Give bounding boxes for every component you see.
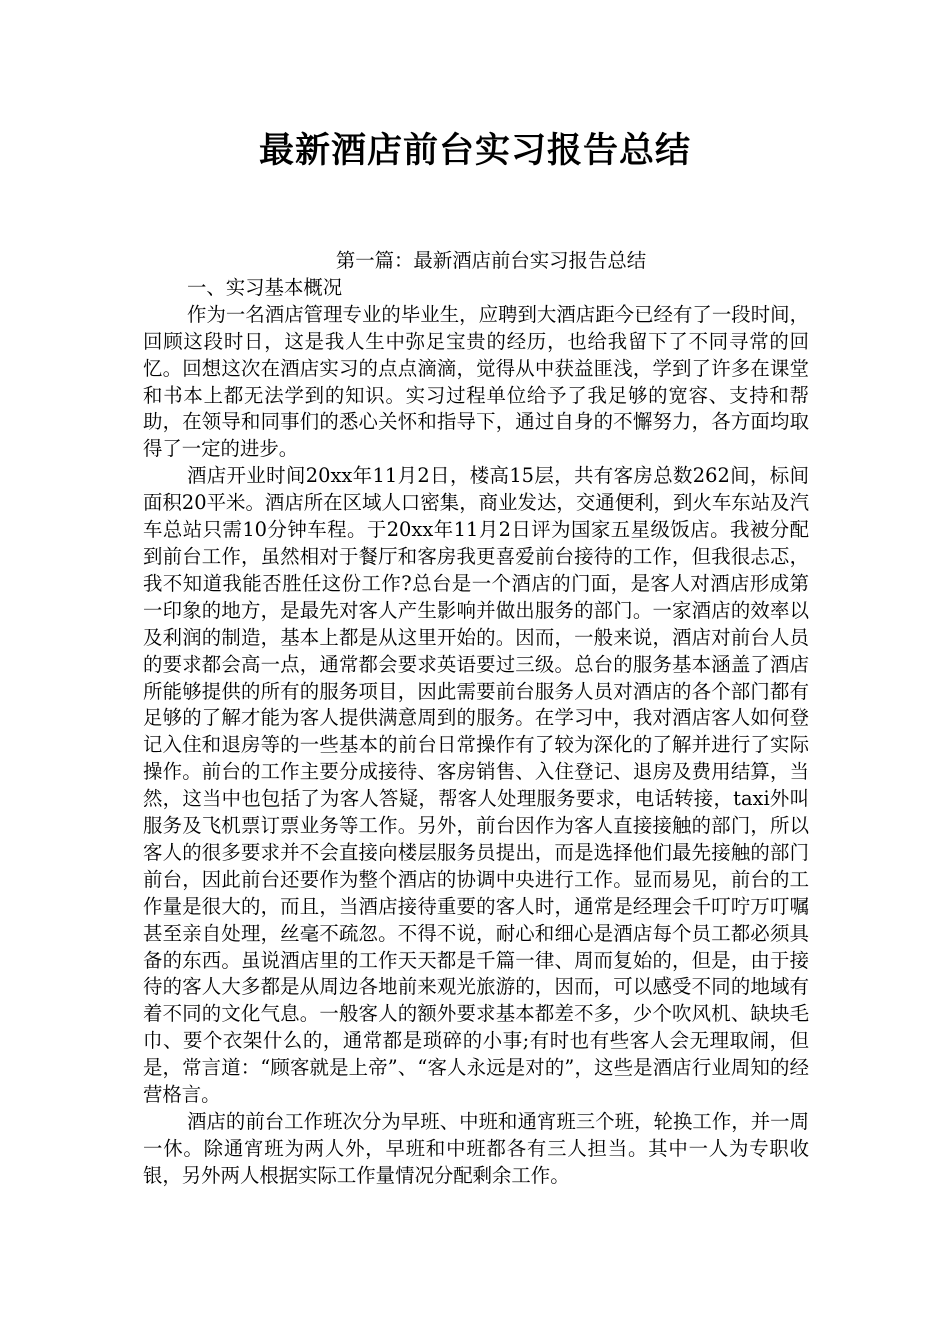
section-heading: 一、实习基本概况 xyxy=(187,275,343,299)
document-subtitle: 第一篇：最新酒店前台实习报告总结 xyxy=(335,249,647,272)
document-body xyxy=(143,248,809,1190)
body-paragraph-1: 作为一名酒店管理专业的毕业生，应聘到大酒店距今已经有了一段时间，回顾这段时日，这是我人生中弥足宝贵的经历，也给我留下了不同寻常的回忆。回想这次在酒店实习的点点滴滴，觉得从中获益匪浅，学到了许多在课堂和书本上都无法学到的知识。实习过程单位给予了我足够的宽容、支持和帮助，在领导和同事们的悉心关怀和指导下，通过自身的不懈努力，各方面均取得了一定的进步。 xyxy=(143,302,809,461)
body-paragraph-2: 酒店开业时间20xx年11月2日，楼高15层，共有客房总数262间，标间面积20平米。酒店所在区域人口密集，商业发达，交通便利，到火车东站及汽车总站只需10分钟车程。于20xx年11月2日评为国家五星级饭店。我被分配到前台工作，虽然相对于餐厅和客房我更喜爱前台接待的工作，但我很忐忑，我不知道我能否胜任这份工作?总台是一个酒店的门面，是客人对酒店形成第一印象的地方，是最先对客人产生影响并做出服务的部门。一家酒店的效率以及利润的制造，基本上都是从这里开始的。因而，一般来说，酒店对前台人员的要求都会高一点，通常都会要求英语要过三级。总台的服务基本涵盖了酒店所能够提供的所有的服务项目，因此需要前台服务人员对酒店的各个部门都有足够的了解才能为客人提供满意周到的服务。在学习中，我对酒店客人如何登记入住和退房等的一些基本的前台日常操作有了较为深化的了解并进行了实际操作。前台的工作主要分成接待、客房销售、入住登记、退房及费用结算，当然，这当中也包括了为客人答疑，帮客人处理服务要求，电话转接，taxi外叫服务及飞机票订票业务等工作。另外，前台因作为客人直接接触的部门，所以客人的很多要求并不会直接向楼层服务员提出，而是选择他们最先接触的部门前台，因此前台还要作为整个酒店的协调中央进行工作。显而易见，前台的工作量是很大的，而且，当酒店接待重要的客人时，通常是经理会千叮咛万叮嘱甚至亲自处理，丝毫不疏忽。不得不说，耐心和细心是酒店每个员工都必须具备的东西。虽说酒店里的工作天天都是千篇一律、周而复始的，但是，由于接待的客人大多都是从周边各地前来观光旅游的，因而，可以感受不同的地域有着不同的文化气息。一般客人的额外要求基本都差不多，少个吹风机、缺块毛巾、要个衣架什么的，通常都是琐碎的小事;有时也有些客人会无理取闹，但是，常言道：“顾客就是上帝”、“客人永远是对的”，这些是酒店行业周知的经营格言。 xyxy=(143,464,809,1107)
body-paragraph-3: 酒店的前台工作班次分为早班、中班和通宵班三个班，轮换工作，并一周一休。除通宵班为两人外，早班和中班都各有三人担当。其中一人为专职收银，另外两人根据实际工作量情况分配剩余工作。 xyxy=(143,1110,809,1187)
document-title: 最新酒店前台实习报告总结 xyxy=(258,131,691,171)
